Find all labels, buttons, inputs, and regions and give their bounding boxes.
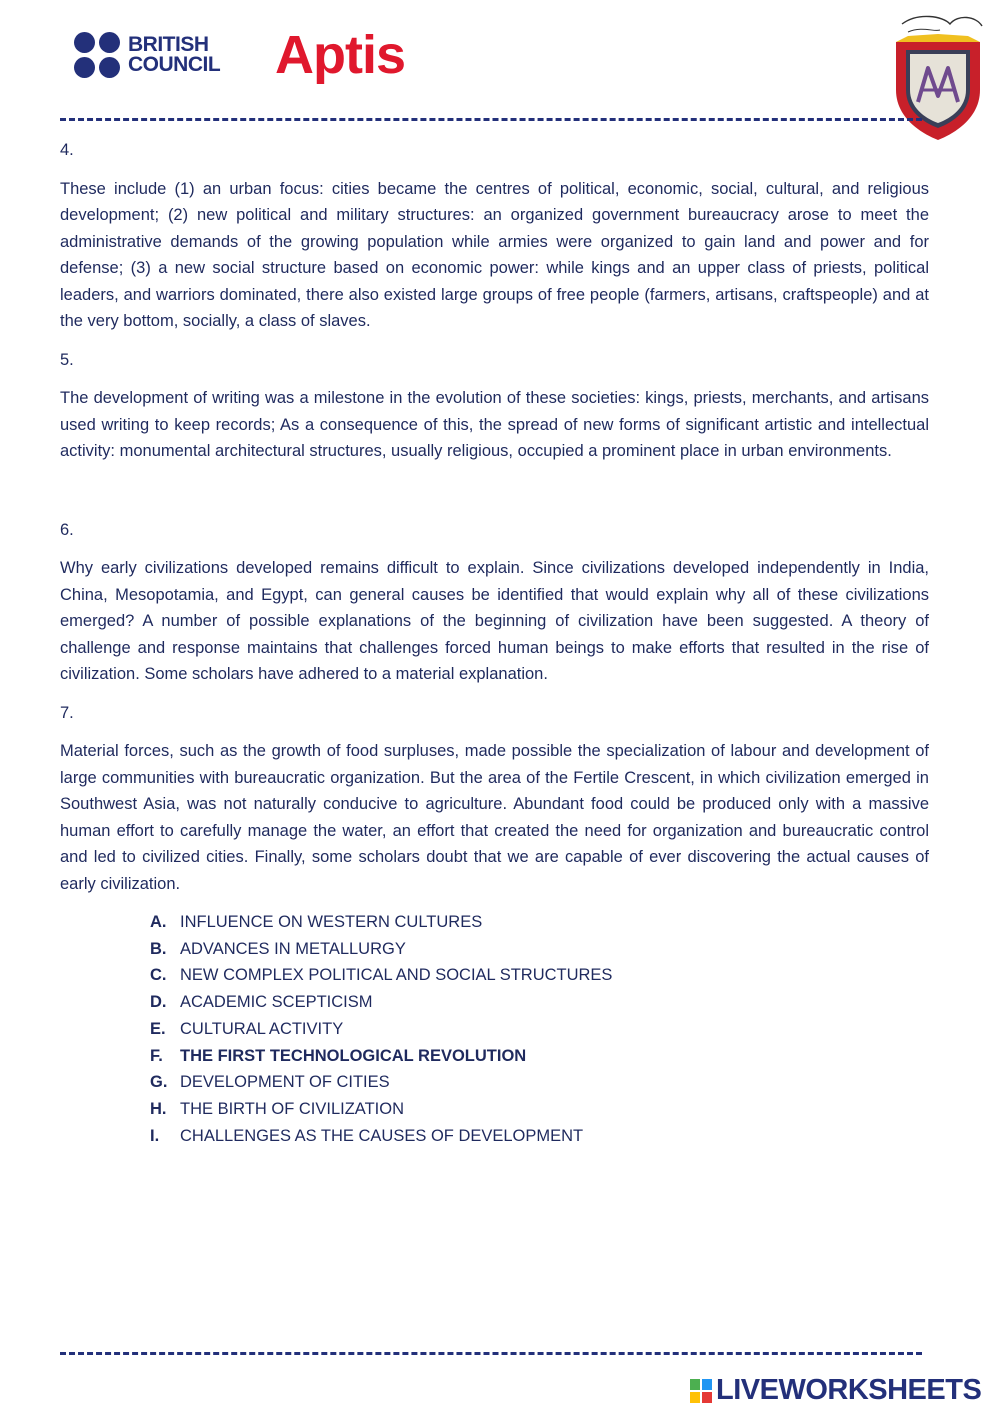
option-item [150, 1123, 929, 1150]
option-text: ACADEMIC SCEPTICISM [180, 993, 373, 1012]
option-text: INFLUENCE ON WESTERN CULTURES [180, 913, 483, 931]
section-paragraph: Material forces, such as the growth of food surpluses, made possible the specialization of labour and development of large communities with bureaucratic organization. But the area of the Fertile Crescent, in which civilization emerged in Southwest Asia, was not naturally conducive to agriculture. Abundant food could be produced only with a massive human effort to carefully manage the water, an effort that created the need for organization and bureaucratic control and led to civilized cities. Finally, some scholars doubt that we are capable of ever discovering the actual causes of early civilization. [60, 742, 929, 893]
option-text: THE FIRST TECHNOLOGICAL REVOLUTION [180, 1046, 527, 1065]
liveworksheets-text: LIVEWORKSHEETS [716, 1374, 982, 1406]
option-item [150, 989, 929, 1016]
top-dashed-divider [60, 118, 922, 121]
option-text: THE BIRTH OF CIVILIZATION [180, 1099, 404, 1118]
option-letter: F. [150, 1046, 163, 1065]
reading-content [60, 137, 929, 1149]
option-item [150, 1096, 929, 1123]
option-item [150, 1016, 929, 1043]
option-item [150, 1069, 929, 1096]
option-letter: I. [150, 1126, 160, 1145]
option-item [150, 962, 929, 989]
option-letter: D. [150, 993, 167, 1012]
option-letter: C. [150, 966, 167, 985]
british-council-dots-icon [74, 32, 120, 78]
aptis-logo: Aptis [275, 25, 405, 85]
bottom-dashed-divider [60, 1352, 922, 1355]
option-text: DEVELOPMENT OF CITIES [180, 1073, 390, 1092]
brand-line-2: COUNCIL [128, 53, 221, 76]
section-number: 5. [60, 350, 74, 369]
heading-options-list [150, 909, 929, 1149]
option-text: CULTURAL ACTIVITY [180, 1019, 344, 1038]
option-item [150, 936, 929, 963]
option-item [150, 909, 929, 936]
option-text: ADVANCES IN METALLURGY [180, 939, 406, 958]
option-letter: E. [150, 1019, 166, 1038]
option-item [150, 1043, 929, 1070]
montfort-crest-icon [888, 10, 988, 142]
section-number: 4. [60, 141, 74, 159]
option-letter: G. [150, 1073, 168, 1092]
option-letter: H. [150, 1099, 167, 1118]
page-header [0, 0, 1000, 150]
option-letter: B. [150, 939, 167, 958]
section-paragraph: These include (1) an urban focus: cities became the centres of political, economic, social, cultural, and religious development; (2) new political and military structures: an organized government bureaucracy arose to meet the administrative demands of the growing population while armies were organized to gain land and power and for defense; (3) a new social structure based on economic power: while kings and an upper class of priests, political leaders, and warriors dominated, there also existed large groups of free people (farmers, artisans, craftspeople) and at the very bottom, socially, a class of slaves. [60, 179, 929, 330]
section-number: 6. [60, 520, 74, 539]
section-paragraph: Why early civilizations developed remains difficult to explain. Since civilizations developed independently in India, China, Mesopotamia, and Egypt, can general causes be identified that would explain why all of these civilizations emerged? A number of possible explanations of the beginning of civilization have been suggested. A theory of challenge and response maintains that challenges forced human beings to make efforts that resulted in the rise of civilization. Some scholars have adhered to a material explanation. [60, 559, 929, 683]
option-letter: A. [150, 913, 167, 931]
british-council-logo [74, 32, 220, 78]
liveworksheets-icon [690, 1379, 712, 1403]
option-text: CHALLENGES AS THE CAUSES OF DEVELOPMENT [180, 1126, 584, 1145]
section-paragraph: The development of writing was a milestone in the evolution of these societies: kings, priests, merchants, and artisans used writing to keep records; As a consequence of this, the spread of new forms of significant artistic and intellectual activity: monumental architectural structures, usually religious, occupied a prominent place in urban environments. [60, 389, 929, 460]
section-number: 7. [60, 703, 74, 722]
liveworksheets-logo[interactable] [690, 1374, 981, 1407]
brand-line-1: BRITISH [128, 33, 209, 56]
option-text: NEW COMPLEX POLITICAL AND SOCIAL STRUCTURES [180, 966, 613, 985]
